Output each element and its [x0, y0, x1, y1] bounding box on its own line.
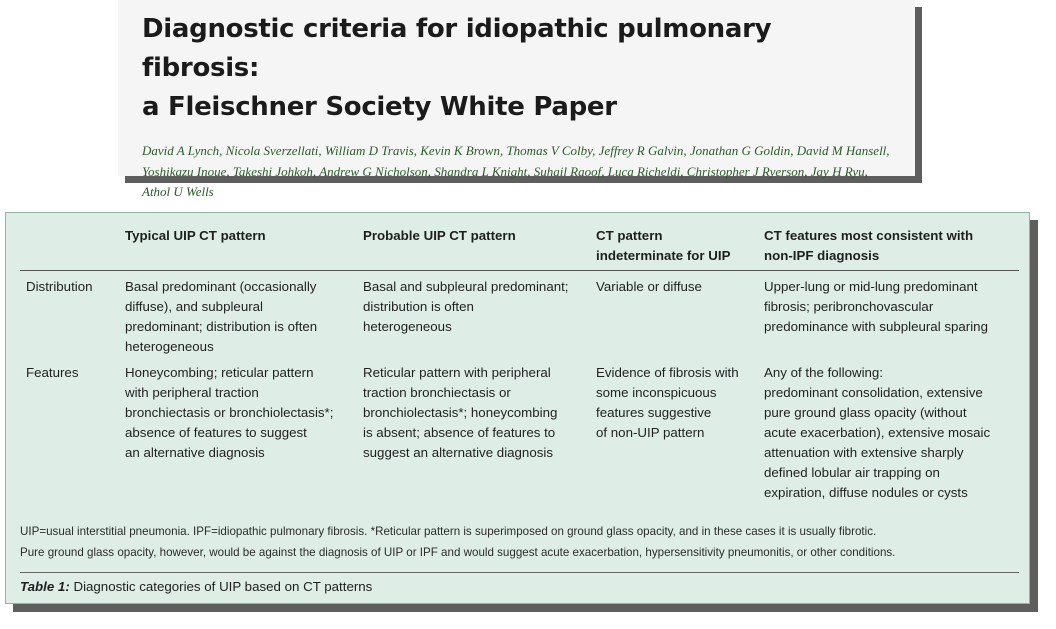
caption-rule	[20, 572, 1019, 573]
row-label-features: Features	[26, 365, 79, 380]
title-line-2: a Fleischner Society White Paper	[142, 92, 617, 122]
article-title	[142, 10, 895, 127]
distribution-indeterminate-cell: Variable or diffuse	[596, 279, 702, 294]
features-typical-cell: Honeycombing; reticular pattern with peripheral traction bronchiectasis or bronchiolectasis*; absence of features to suggest an alternative diagnosis	[125, 365, 334, 460]
features-indeterminate-cell: Evidence of fibrosis with some inconspicuous features suggestive of non-UIP pattern	[596, 365, 739, 440]
header-rule	[20, 270, 1019, 271]
author-list	[142, 141, 895, 203]
distribution-non-ipf-cell: Upper-lung or mid-lung predominant fibrosis; peribronchovascular predominance with subpleural sparing	[764, 279, 988, 334]
criteria-table	[6, 213, 1029, 603]
features-probable-cell: Reticular pattern with peripheral traction bronchiectasis or bronchiolectasis*; honeycombing is absent; absence of features to suggest an alternative diagnosis	[363, 365, 558, 460]
features-non-ipf-cell: Any of the following: predominant consolidation, extensive pure ground glass opacity (without acute exacerbation), extensive mosaic attenuation with extensive sharply defined lobular air trapping on expiration, diffuse nodules or cysts	[764, 365, 991, 500]
distribution-typical-cell: Basal predominant (occasionally diffuse), and subpleural predominant; distribution is often heterogeneous	[125, 279, 318, 354]
column-header-non-ipf: CT features most consistent with non-IPF diagnosis	[764, 228, 974, 263]
row-label-distribution: Distribution	[26, 279, 93, 294]
authors-line-1: David A Lynch, Nicola Sverzellati, William D Travis, Kevin K Brown, Thomas V Colby, Jeffrey R Galvin, Jonathan G Goldin, David M Hansell,	[142, 143, 890, 158]
table-caption	[20, 577, 372, 597]
authors-line-2: Yoshikazu Inoue, Takeshi Johkoh, Andrew G Nicholson, Shandra L Knight, Suhail Raoof, Luca Richeldi, Christopher J Ryerson, Jay H Ryu,	[142, 163, 868, 179]
column-header-indeterminate: CT pattern indeterminate for UIP	[596, 228, 731, 263]
article-header	[118, 0, 915, 199]
distribution-probable-cell: Basal and subpleural predominant; distribution is often heterogeneous	[363, 279, 569, 334]
authors-line-3: Athol U Wells	[142, 184, 214, 199]
column-header-probable-uip: Probable UIP CT pattern	[363, 228, 516, 243]
caption-text: Diagnostic categories of UIP based on CT patterns	[69, 579, 373, 594]
title-line-1: Diagnostic criteria for idiopathic pulmonary fibrosis:	[142, 14, 772, 83]
column-header-typical-uip: Typical UIP CT pattern	[125, 228, 266, 243]
table-footnote: UIP=usual interstitial pneumonia. IPF=idiopathic pulmonary fibrosis. *Reticular pattern is superimposed on ground glass opacity, and in these cases it is usually fibrotic. Pure ground glass opacity, however, would be against the diagnosis of UIP or IPF and would suggest acute exacerbation, hypersensitivity pneumonitis, or other conditions.	[20, 525, 896, 559]
caption-label: Table 1:	[20, 579, 70, 594]
table-panel	[5, 212, 1030, 604]
